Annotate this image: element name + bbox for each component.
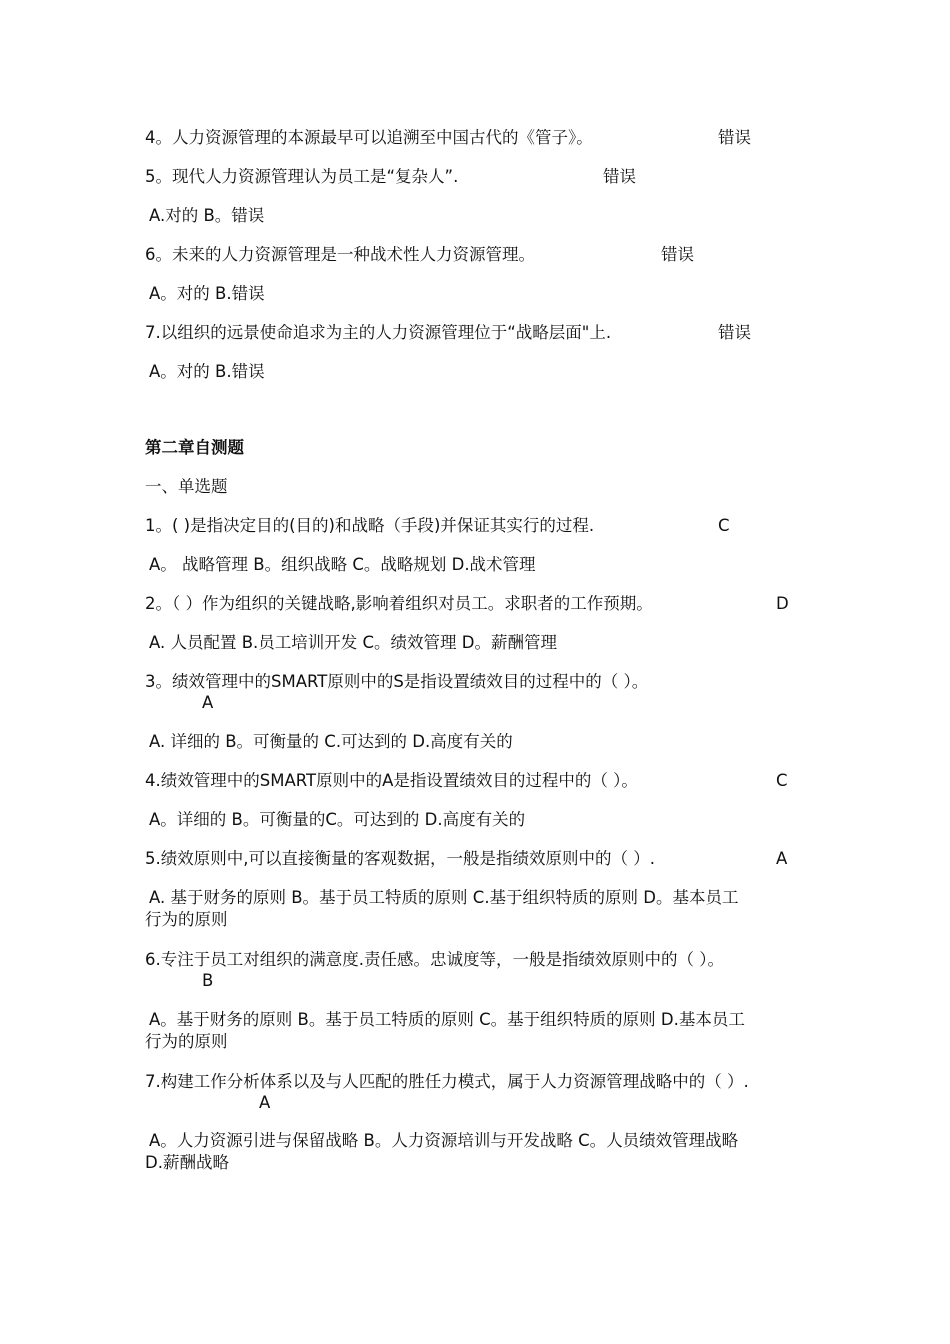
ch2-question-4-options: A。详细的 B。可衡量的C。可达到的 D.高度有关的 xyxy=(149,810,526,829)
ch2-question-4-answer: C xyxy=(776,771,788,790)
ch2-question-3-answer: A xyxy=(202,693,214,712)
ch2-question-1-text: 1。( )是指决定目的(目的)和战略（手段)并保证其实行的过程. xyxy=(145,516,595,535)
question-6-answer: 错误 xyxy=(661,245,694,264)
ch2-question-3-text: 3。绩效管理中的SMART原则中的S是指设置绩效目的过程中的（ ）。 xyxy=(145,672,649,691)
ch2-question-5-options: A. 基于财务的原则 B。基于员工特质的原则 C.基于组织特质的原则 D。基本员工 xyxy=(149,888,739,907)
ch2-question-7-answer: A xyxy=(259,1093,271,1112)
section-heading: 一、单选题 xyxy=(145,477,228,496)
ch2-question-5-options-cont: 行为的原则 xyxy=(145,910,228,929)
ch2-question-6-answer: B xyxy=(202,971,214,990)
ch2-question-7-options-cont: D.薪酬战略 xyxy=(145,1153,229,1172)
ch2-question-5-text: 5.绩效原则中,可以直接衡量的客观数据，一般是指绩效原则中的（ ）. xyxy=(145,849,655,868)
question-4-answer: 错误 xyxy=(718,128,751,147)
chapter-title: 第二章自测题 xyxy=(145,438,244,457)
ch2-question-6-options-cont: 行为的原则 xyxy=(145,1032,228,1051)
question-6-options: A。对的 B.错误 xyxy=(149,284,265,303)
question-6-text: 6。未来的人力资源管理是一种战术性人力资源管理。 xyxy=(145,245,535,264)
ch2-question-1-answer: C xyxy=(718,516,730,535)
ch2-question-4-text: 4.绩效管理中的SMART原则中的A是指设置绩效目的过程中的（ ）。 xyxy=(145,771,638,790)
question-5-text: 5。现代人力资源管理认为员工是“复杂人”. xyxy=(145,167,459,186)
ch2-question-7-text: 7.构建工作分析体系以及与人匹配的胜任力模式，属于人力资源管理战略中的（ ）. xyxy=(145,1072,749,1091)
ch2-question-1-options: A。 战略管理 B。组织战略 C。战略规划 D.战术管理 xyxy=(149,555,536,574)
question-7-options: A。对的 B.错误 xyxy=(149,362,265,381)
question-7-answer: 错误 xyxy=(718,323,751,342)
ch2-question-2-text: 2。（ ）作为组织的关键战略,影响着组织对员工。求职者的工作预期。 xyxy=(145,594,653,613)
ch2-question-6-text: 6.专注于员工对组织的满意度.责任感。忠诚度等，一般是指绩效原则中的（ ）。 xyxy=(145,950,724,969)
ch2-question-7-options: A。人力资源引进与保留战略 B。人力资源培训与开发战略 C。人员绩效管理战略 xyxy=(149,1131,739,1150)
question-5-answer: 错误 xyxy=(603,167,636,186)
question-5-options: A.对的 B。错误 xyxy=(149,206,265,225)
ch2-question-6-options: A。基于财务的原则 B。基于员工特质的原则 C。基于组织特质的原则 D.基本员工 xyxy=(149,1010,745,1029)
question-4-text: 4。人力资源管理的本源最早可以追溯至中国古代的《管子》。 xyxy=(145,128,593,147)
question-7-text: 7.以组织的远景使命追求为主的人力资源管理位于“战略层面"上. xyxy=(145,323,612,342)
ch2-question-2-answer: D xyxy=(776,594,789,613)
ch2-question-2-options: A. 人员配置 B.员工培训开发 C。绩效管理 D。薪酬管理 xyxy=(149,633,558,652)
ch2-question-3-options: A. 详细的 B。可衡量的 C.可达到的 D.高度有关的 xyxy=(149,732,513,751)
ch2-question-5-answer: A xyxy=(776,849,788,868)
